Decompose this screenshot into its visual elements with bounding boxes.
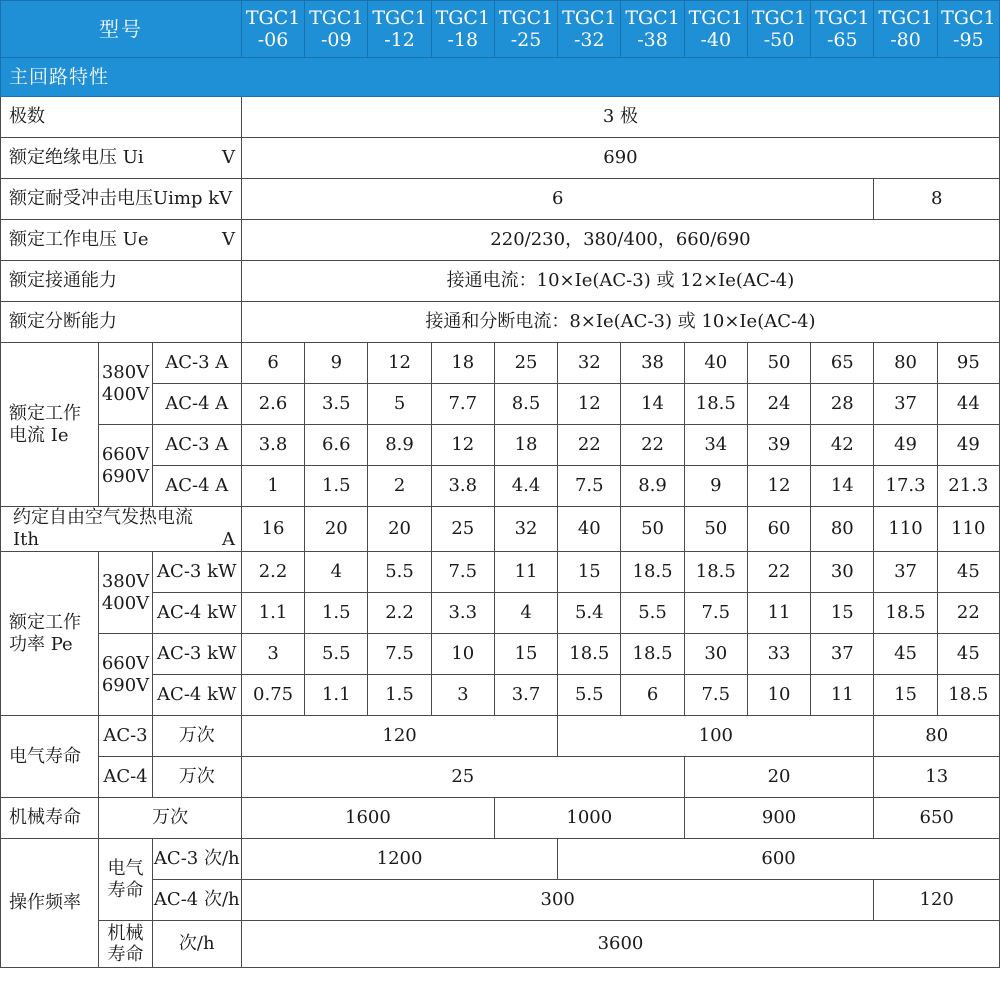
model-header-cell bbox=[241, 1, 304, 58]
ie-value: 18.5 bbox=[684, 384, 747, 425]
pe-voltage-line1: 660V bbox=[101, 652, 150, 674]
ie-value: 8.9 bbox=[621, 466, 684, 507]
model-header-cell bbox=[368, 1, 431, 58]
pe-value: 1.5 bbox=[305, 593, 368, 634]
model-line2: -25 bbox=[510, 29, 542, 51]
ie-category: AC-4 A bbox=[152, 384, 241, 425]
mech-life-value: 900 bbox=[684, 798, 874, 839]
model-header-cell bbox=[621, 1, 684, 58]
ie-value: 39 bbox=[747, 425, 810, 466]
uimp-value-b: 8 bbox=[874, 179, 1000, 220]
pe-value: 5.5 bbox=[368, 552, 431, 593]
ie-value: 25 bbox=[494, 343, 557, 384]
ie-row bbox=[1, 343, 1000, 384]
ith-value: 80 bbox=[811, 507, 874, 552]
pe-value: 18.5 bbox=[558, 634, 621, 675]
ue-label-cell bbox=[1, 220, 242, 261]
pe-row bbox=[1, 634, 1000, 675]
elec-life-category: AC-4 bbox=[99, 757, 152, 798]
op-freq-value: 300 bbox=[241, 880, 874, 921]
model-line2: -06 bbox=[257, 29, 289, 51]
pe-value: 15 bbox=[811, 593, 874, 634]
pe-value: 18.5 bbox=[874, 593, 937, 634]
ue-label: 额定工作电压 Ue bbox=[9, 229, 149, 250]
ith-value: 110 bbox=[874, 507, 937, 552]
pe-value: 4 bbox=[494, 593, 557, 634]
pe-value: 1.5 bbox=[368, 675, 431, 716]
model-header-cell bbox=[431, 1, 494, 58]
pe-value: 30 bbox=[684, 634, 747, 675]
poles-row bbox=[1, 97, 1000, 138]
elec-life-value: 120 bbox=[241, 716, 557, 757]
pe-value: 10 bbox=[747, 675, 810, 716]
pe-label-line1: 额定工作 bbox=[9, 611, 81, 633]
ie-category: AC-4 A bbox=[152, 466, 241, 507]
model-line1: TGC1 bbox=[751, 7, 807, 29]
making-label: 额定接通能力 bbox=[1, 261, 242, 302]
pe-value: 45 bbox=[937, 552, 999, 593]
ue-value: 220/230，380/400，660/690 bbox=[241, 220, 999, 261]
ie-value: 28 bbox=[811, 384, 874, 425]
model-line2: -38 bbox=[637, 29, 668, 51]
ie-value: 34 bbox=[684, 425, 747, 466]
ie-value: 14 bbox=[621, 384, 684, 425]
pe-value: 3 bbox=[241, 634, 304, 675]
model-line1: TGC1 bbox=[941, 7, 996, 29]
model-line1: TGC1 bbox=[245, 7, 301, 29]
ie-label-line2: 电流 Ie bbox=[9, 424, 69, 446]
op-freq-row bbox=[1, 921, 1000, 968]
ie-value: 24 bbox=[747, 384, 810, 425]
ie-value: 12 bbox=[558, 384, 621, 425]
ie-value: 95 bbox=[937, 343, 999, 384]
pe-value: 5.5 bbox=[621, 593, 684, 634]
model-line1: TGC1 bbox=[498, 7, 554, 29]
ie-voltage-line2: 690V bbox=[101, 465, 150, 487]
ith-value: 50 bbox=[684, 507, 747, 552]
ith-label-line1: 约定自由空气发热电流 bbox=[13, 507, 193, 528]
pe-category: AC-4 kW bbox=[152, 675, 241, 716]
pe-value: 0.75 bbox=[241, 675, 304, 716]
ie-value: 38 bbox=[621, 343, 684, 384]
model-line1: TGC1 bbox=[309, 7, 364, 29]
model-line1: TGC1 bbox=[688, 7, 744, 29]
elec-life-category: AC-3 bbox=[99, 716, 152, 757]
ith-label-cell bbox=[1, 507, 242, 552]
ie-label-line1: 额定工作 bbox=[9, 402, 81, 424]
pe-value: 4 bbox=[305, 552, 368, 593]
header-row bbox=[1, 1, 1000, 58]
model-line1: TGC1 bbox=[815, 7, 870, 29]
ui-label: 额定绝缘电压 Ui bbox=[9, 147, 144, 168]
pe-value: 1.1 bbox=[241, 593, 304, 634]
ie-value: 9 bbox=[305, 343, 368, 384]
op-freq-row bbox=[1, 839, 1000, 880]
pe-category: AC-4 kW bbox=[152, 593, 241, 634]
uimp-label: 额定耐受冲击电压Uimp kV bbox=[1, 179, 242, 220]
model-line2: -95 bbox=[953, 29, 984, 51]
pe-value: 5.5 bbox=[305, 634, 368, 675]
ie-label-cell bbox=[1, 343, 99, 507]
mech-life-row bbox=[1, 798, 1000, 839]
ie-value: 1 bbox=[241, 466, 304, 507]
ith-value: 16 bbox=[241, 507, 304, 552]
op-freq-elec-line1: 电气 bbox=[107, 857, 144, 879]
ith-value: 110 bbox=[937, 507, 999, 552]
model-header-cell bbox=[305, 1, 368, 58]
pe-value: 22 bbox=[937, 593, 999, 634]
pe-value: 18.5 bbox=[684, 552, 747, 593]
pe-value: 18.5 bbox=[937, 675, 999, 716]
ie-value: 5 bbox=[368, 384, 431, 425]
pe-value: 2.2 bbox=[241, 552, 304, 593]
model-header-cell bbox=[494, 1, 557, 58]
ie-value: 80 bbox=[874, 343, 937, 384]
ith-value: 60 bbox=[747, 507, 810, 552]
mech-life-value: 1000 bbox=[494, 798, 684, 839]
mech-life-value: 650 bbox=[874, 798, 1000, 839]
elec-life-value: 80 bbox=[874, 716, 1000, 757]
ue-row bbox=[1, 220, 1000, 261]
pe-value: 5.4 bbox=[558, 593, 621, 634]
ie-value: 22 bbox=[558, 425, 621, 466]
ie-value: 50 bbox=[747, 343, 810, 384]
ie-value: 12 bbox=[368, 343, 431, 384]
op-freq-mech-line1: 机械 bbox=[107, 923, 144, 944]
ie-value: 42 bbox=[811, 425, 874, 466]
model-line1: TGC1 bbox=[435, 7, 491, 29]
pe-category: AC-3 kW bbox=[152, 634, 241, 675]
elec-life-value: 20 bbox=[684, 757, 874, 798]
ie-value: 2.6 bbox=[241, 384, 304, 425]
pe-voltage-line2: 690V bbox=[101, 674, 150, 696]
model-header-cell bbox=[684, 1, 747, 58]
breaking-label: 额定分断能力 bbox=[1, 302, 242, 343]
pe-voltage-line1: 380V bbox=[101, 570, 150, 592]
ie-value: 22 bbox=[621, 425, 684, 466]
op-freq-category: AC-3 次/h bbox=[152, 839, 241, 880]
ith-value: 20 bbox=[305, 507, 368, 552]
ie-value: 1.5 bbox=[305, 466, 368, 507]
pe-value: 7.5 bbox=[684, 675, 747, 716]
pe-value: 7.5 bbox=[684, 593, 747, 634]
model-header-cell bbox=[937, 1, 999, 58]
ie-value: 12 bbox=[431, 425, 494, 466]
making-row bbox=[1, 261, 1000, 302]
ie-value: 3.5 bbox=[305, 384, 368, 425]
ie-voltage-cell bbox=[99, 343, 152, 425]
ie-value: 65 bbox=[811, 343, 874, 384]
elec-life-value: 13 bbox=[874, 757, 1000, 798]
ie-value: 7.7 bbox=[431, 384, 494, 425]
pe-value: 45 bbox=[874, 634, 937, 675]
ie-value: 8.9 bbox=[368, 425, 431, 466]
pe-voltage-line2: 400V bbox=[101, 592, 150, 614]
elec-life-row bbox=[1, 757, 1000, 798]
ie-value: 2 bbox=[368, 466, 431, 507]
ui-label-cell bbox=[1, 138, 242, 179]
elec-life-unit: 万次 bbox=[152, 757, 241, 798]
pe-value: 5.5 bbox=[558, 675, 621, 716]
uimp-row bbox=[1, 179, 1000, 220]
ith-value: 20 bbox=[368, 507, 431, 552]
model-line2: -65 bbox=[827, 29, 858, 51]
pe-category: AC-3 kW bbox=[152, 552, 241, 593]
pe-label-cell bbox=[1, 552, 99, 716]
pe-value: 18.5 bbox=[621, 552, 684, 593]
ie-row bbox=[1, 425, 1000, 466]
ie-value: 18 bbox=[494, 425, 557, 466]
model-line2: -18 bbox=[447, 29, 479, 51]
ith-value: 25 bbox=[431, 507, 494, 552]
op-freq-mech-value: 3600 bbox=[241, 921, 999, 968]
ui-unit: V bbox=[221, 147, 235, 168]
ie-value: 9 bbox=[684, 466, 747, 507]
model-line2: -32 bbox=[574, 29, 605, 51]
elec-life-value: 25 bbox=[241, 757, 684, 798]
making-value: 接通电流：10×Ie(AC-3) 或 12×Ie(AC-4) bbox=[241, 261, 999, 302]
pe-value: 33 bbox=[747, 634, 810, 675]
poles-label: 极数 bbox=[1, 97, 242, 138]
ie-voltage-cell bbox=[99, 425, 152, 507]
pe-value: 11 bbox=[494, 552, 557, 593]
pe-value: 11 bbox=[747, 593, 810, 634]
breaking-row bbox=[1, 302, 1000, 343]
op-freq-mech-unit: 次/h bbox=[152, 921, 241, 968]
op-freq-value: 1200 bbox=[241, 839, 557, 880]
ie-value: 32 bbox=[558, 343, 621, 384]
model-line2: -12 bbox=[384, 29, 415, 51]
op-freq-mech-cell bbox=[99, 921, 152, 968]
elec-life-unit: 万次 bbox=[152, 716, 241, 757]
ie-value: 3.8 bbox=[431, 466, 494, 507]
model-line1: TGC1 bbox=[372, 7, 427, 29]
mech-life-unit: 万次 bbox=[99, 798, 242, 839]
ui-value: 690 bbox=[241, 138, 999, 179]
ie-value: 37 bbox=[874, 384, 937, 425]
pe-row bbox=[1, 552, 1000, 593]
pe-value: 37 bbox=[811, 634, 874, 675]
model-header-title: 型号 bbox=[1, 1, 242, 58]
ie-value: 18 bbox=[431, 343, 494, 384]
pe-voltage-cell bbox=[99, 552, 152, 634]
model-header-cell bbox=[558, 1, 621, 58]
pe-value: 15 bbox=[558, 552, 621, 593]
pe-value: 22 bbox=[747, 552, 810, 593]
pe-value: 7.5 bbox=[431, 552, 494, 593]
mech-life-value: 1600 bbox=[241, 798, 494, 839]
ie-voltage-line1: 660V bbox=[101, 443, 150, 465]
op-freq-elec-cell bbox=[99, 839, 152, 921]
ie-value: 12 bbox=[747, 466, 810, 507]
ue-unit: V bbox=[221, 229, 235, 250]
ie-value: 44 bbox=[937, 384, 999, 425]
pe-value: 2.2 bbox=[368, 593, 431, 634]
pe-value: 3.3 bbox=[431, 593, 494, 634]
model-header-cell bbox=[747, 1, 810, 58]
section-row bbox=[1, 58, 1000, 97]
pe-voltage-cell bbox=[99, 634, 152, 716]
breaking-value: 接通和分断电流：8×Ie(AC-3) 或 10×Ie(AC-4) bbox=[241, 302, 999, 343]
pe-value: 7.5 bbox=[368, 634, 431, 675]
ie-value: 40 bbox=[684, 343, 747, 384]
model-line2: -09 bbox=[321, 29, 352, 51]
pe-value: 18.5 bbox=[621, 634, 684, 675]
ie-value: 14 bbox=[811, 466, 874, 507]
pe-value: 10 bbox=[431, 634, 494, 675]
ie-category: AC-3 A bbox=[152, 343, 241, 384]
model-line2: -80 bbox=[890, 29, 921, 51]
ith-value: 50 bbox=[621, 507, 684, 552]
ui-row bbox=[1, 138, 1000, 179]
ie-value: 49 bbox=[874, 425, 937, 466]
pe-value: 3 bbox=[431, 675, 494, 716]
model-line1: TGC1 bbox=[562, 7, 617, 29]
pe-value: 1.1 bbox=[305, 675, 368, 716]
pe-value: 30 bbox=[811, 552, 874, 593]
elec-life-label: 电气寿命 bbox=[1, 716, 99, 798]
ie-value: 4.4 bbox=[494, 466, 557, 507]
op-freq-category: AC-4 次/h bbox=[152, 880, 241, 921]
ie-value: 49 bbox=[937, 425, 999, 466]
elec-life-value: 100 bbox=[558, 716, 874, 757]
uimp-value-a: 6 bbox=[241, 179, 874, 220]
pe-label-line2: 功率 Pe bbox=[9, 633, 73, 655]
ie-value: 21.3 bbox=[937, 466, 999, 507]
ie-value: 6 bbox=[241, 343, 304, 384]
ie-voltage-line1: 380V bbox=[101, 361, 150, 383]
model-line1: TGC1 bbox=[878, 7, 933, 29]
pe-value: 37 bbox=[874, 552, 937, 593]
ie-value: 6.6 bbox=[305, 425, 368, 466]
model-header-cell bbox=[811, 1, 874, 58]
elec-life-row bbox=[1, 716, 1000, 757]
pe-value: 11 bbox=[811, 675, 874, 716]
ie-value: 17.3 bbox=[874, 466, 937, 507]
pe-value: 15 bbox=[874, 675, 937, 716]
pe-value: 6 bbox=[621, 675, 684, 716]
ie-value: 3.8 bbox=[241, 425, 304, 466]
pe-value: 45 bbox=[937, 634, 999, 675]
ie-value: 7.5 bbox=[558, 466, 621, 507]
pe-value: 3.7 bbox=[494, 675, 557, 716]
poles-value: 3 极 bbox=[241, 97, 999, 138]
ie-category: AC-3 A bbox=[152, 425, 241, 466]
op-freq-value: 120 bbox=[874, 880, 1000, 921]
op-freq-value: 600 bbox=[558, 839, 1000, 880]
model-line2: -40 bbox=[700, 29, 732, 51]
op-freq-elec-line2: 寿命 bbox=[107, 879, 144, 901]
model-line2: -50 bbox=[763, 29, 795, 51]
model-header-cell bbox=[874, 1, 937, 58]
model-line1: TGC1 bbox=[625, 7, 680, 29]
ith-value: 32 bbox=[494, 507, 557, 552]
ith-label-line2: Ith bbox=[13, 529, 39, 550]
op-freq-mech-line2: 寿命 bbox=[107, 944, 144, 965]
pe-value: 15 bbox=[494, 634, 557, 675]
section-title: 主回路特性 bbox=[1, 58, 1000, 97]
ie-value: 8.5 bbox=[494, 384, 557, 425]
ie-voltage-line2: 400V bbox=[101, 383, 150, 405]
ith-unit: A bbox=[221, 529, 235, 550]
ith-row bbox=[1, 507, 1000, 552]
mech-life-label: 机械寿命 bbox=[1, 798, 99, 839]
op-freq-label: 操作频率 bbox=[1, 839, 99, 968]
ith-value: 40 bbox=[558, 507, 621, 552]
